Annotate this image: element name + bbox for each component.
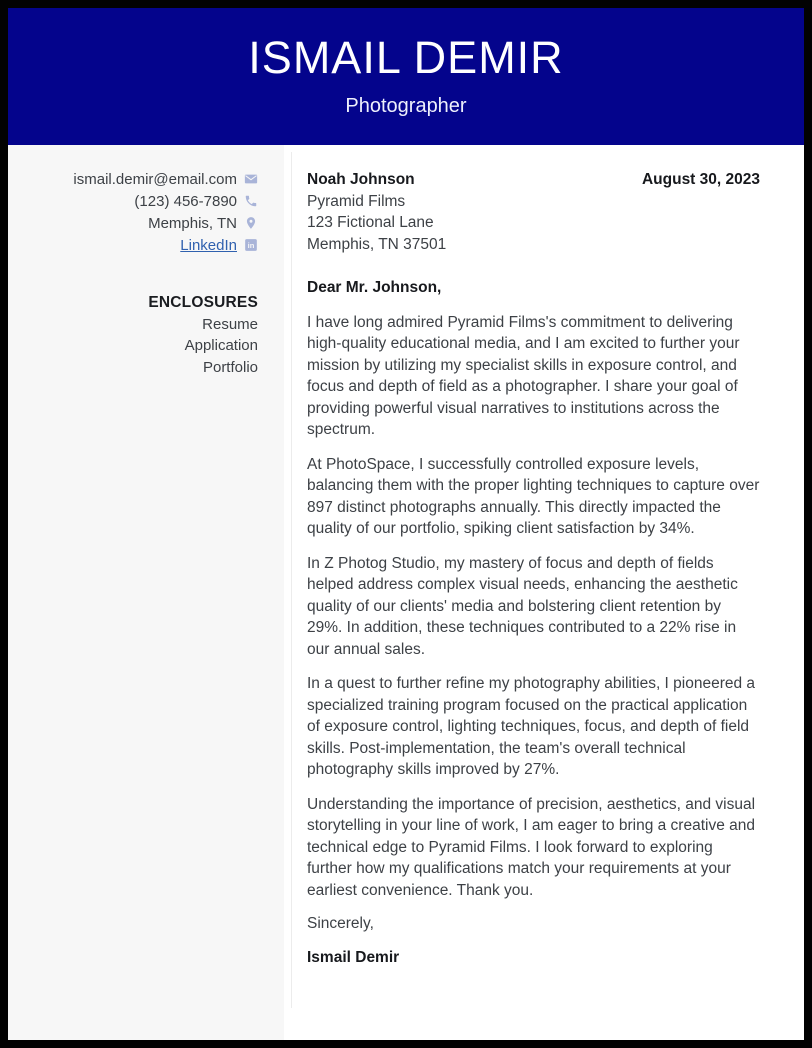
letter-paragraph: Understanding the importance of precision, aesthetics, and visual storytelling in your line of work, I am eager to bring a creative and technical edge to Pyramid Films. I look forward to exploring further how my qualifications match your requirements at your earliest convenience. Thank you. xyxy=(307,795,756,899)
letter-paragraph: At PhotoSpace, I successfully controlled exposure levels, balancing them with the proper lighting techniques to capture over 897 distinct photographs annually. This directly impacted the quality of our portfolio, spiking client satisfaction by 34%. xyxy=(307,455,760,537)
page-title: ISMAIL DEMIR xyxy=(248,32,564,83)
header-banner xyxy=(8,8,804,145)
phone-icon xyxy=(244,194,258,208)
letter-paragraph: I have long admired Pyramid Films's commitment to delivering high-quality educational media, and I am excited to further your mission by utilizing my specialist skills in exposure control, and focus and depth of field as a photographer. I share your goal of providing powerful visual narratives to institutions across the spectrum. xyxy=(307,313,740,438)
letter-paragraph: In Z Photog Studio, my mastery of focus and depth of fields helped address complex visual needs, enhancing the aesthetic quality of our clients' media and bolstering client retention by 29%. In addition, these techniques contributed to a 22% rise in our annual sales. xyxy=(307,554,738,658)
enclosures-list xyxy=(20,314,258,379)
sidebar xyxy=(8,145,284,1040)
contact-row-email xyxy=(20,168,258,190)
enclosure-item: Portfolio xyxy=(202,358,258,376)
svg-text:in: in xyxy=(247,241,255,251)
contact-row-phone xyxy=(20,190,258,212)
letter-body xyxy=(307,312,760,902)
job-title: Photographer xyxy=(345,94,467,117)
signature: Ismail Demir xyxy=(307,948,400,966)
contact-list xyxy=(20,168,258,256)
linkedin-icon xyxy=(244,238,258,252)
contact-row-linkedin xyxy=(20,234,258,256)
closing: Sincerely, xyxy=(307,915,374,932)
email-icon xyxy=(244,172,258,186)
email-text: ismail.demir@email.com xyxy=(73,170,237,188)
salutation: Dear Mr. Johnson, xyxy=(307,279,442,296)
letter-date: August 30, 2023 xyxy=(641,171,760,188)
recipient-name: Noah Johnson xyxy=(307,171,415,188)
letter-paragraph: In a quest to further refine my photography abilities, I pioneered a specialized training program focused on the practical application of exposure control, lighting techniques, focus, and depth of field skills. Post-implementation, the team's overall technical photography skills improved by 27%. xyxy=(307,675,756,778)
enclosure-item: Application xyxy=(184,337,258,354)
recipient-street: 123 Fictional Lane xyxy=(307,214,434,231)
content-columns xyxy=(8,145,804,1040)
recipient-company: Pyramid Films xyxy=(307,192,406,210)
enclosures-heading: ENCLOSURES xyxy=(148,294,258,311)
recipient-city: Memphis, TN 37501 xyxy=(307,235,447,253)
location-text: Memphis, TN xyxy=(148,214,237,232)
location-icon xyxy=(244,216,258,230)
phone-text: (123) 456-7890 xyxy=(134,192,237,210)
letter-main xyxy=(284,145,804,1040)
linkedin-link[interactable]: LinkedIn xyxy=(180,236,237,254)
recipient-block xyxy=(307,169,446,255)
letter-head xyxy=(307,169,760,255)
enclosure-item: Resume xyxy=(202,315,258,333)
contact-row-location xyxy=(20,212,258,234)
